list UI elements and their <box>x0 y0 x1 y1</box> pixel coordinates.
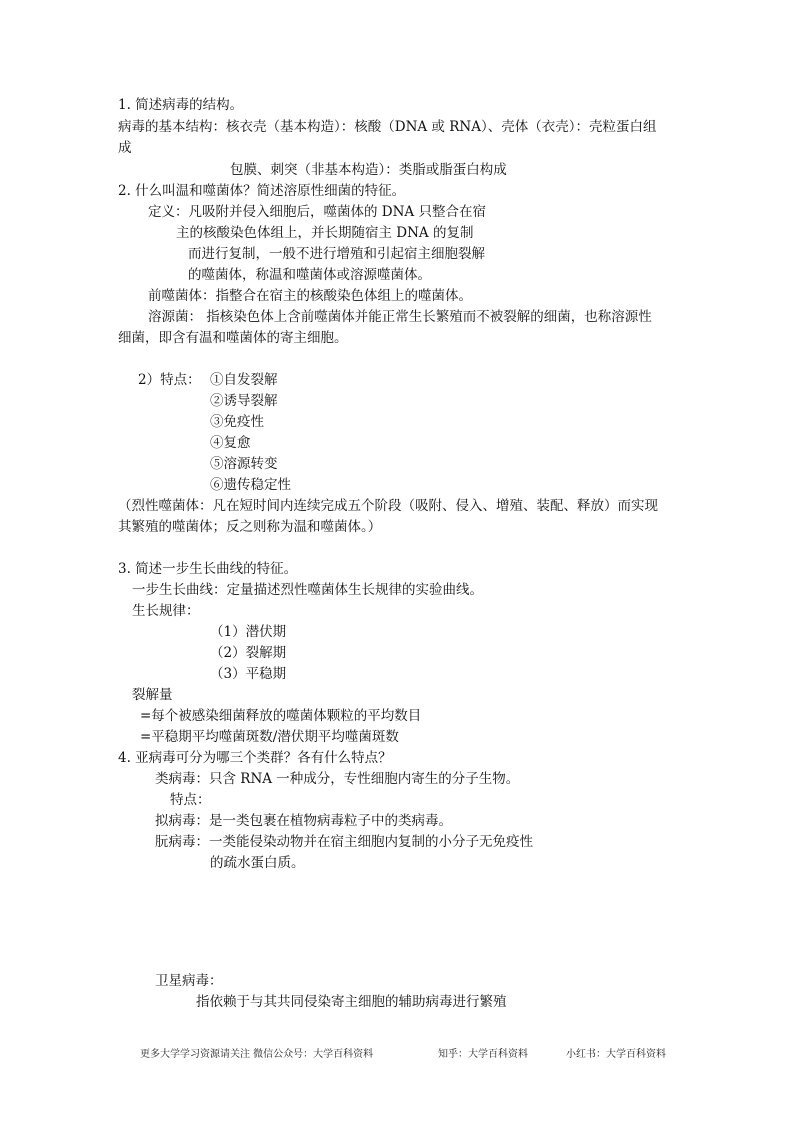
q2-lysogen-line2: 细菌，即含有温和噬菌体的寄主细胞。 <box>118 330 348 346</box>
q2-def-line1: 定义：凡吸附并侵入细胞后，噬菌体的 DNA 只整合在宿 <box>148 204 486 220</box>
q1-line3: 包膜、刺突（非基本构造）：类脂或脂蛋白构成 <box>230 162 507 178</box>
q2-prophage: 前噬菌体：指整合在宿主的核酸染色体组上的噬菌体。 <box>148 288 472 304</box>
q1-title: 1. 简述病毒的结构。 <box>118 97 244 113</box>
q3-definition: 一步生长曲线：定量描述烈性噬菌体生长规律的实验曲线。 <box>132 582 483 598</box>
footer-zhihu: 知乎：大学百科资料 <box>438 1049 528 1060</box>
footer-wechat: 更多大学学习资源请关注 微信公众号：大学百科资料 <box>140 1049 374 1060</box>
q2-virulent-line1: （烈性噬菌体：凡在短时间内连续完成五个阶段（吸附、侵入、增殖、装配、释放）而实现 <box>118 498 658 514</box>
q2-lysogen-line1: 溶源菌： 指核染色体上含前噬菌体并能正常生长繁殖而不被裂解的细菌，也称溶源性 <box>148 309 652 325</box>
q2-feature-item: ③免疫性 <box>210 414 264 430</box>
q2-feature-item: ④复愈 <box>210 435 251 451</box>
q2-feature-item: ①自发裂解 <box>210 372 278 388</box>
q3-burst-line2: =平稳期平均噬菌斑数/潜伏期平均噬菌斑数 <box>140 729 399 745</box>
q3-phase: （2）裂解期 <box>210 645 287 661</box>
q4-satellite-label: 卫星病毒： <box>155 973 223 989</box>
q2-feature-item: ⑤溶源转变 <box>210 456 278 472</box>
q4-prion-line1: 朊病毒：一类能侵染动物并在宿主细胞内复制的小分子无免疫性 <box>155 834 533 850</box>
q2-virulent-line2: 其繁殖的噬菌体；反之则称为温和噬菌体。） <box>118 519 382 535</box>
q2-def-line4: 的噬菌体，称温和噬菌体或溶源噬菌体。 <box>188 267 431 283</box>
q4-prion-line2: 的疏水蛋白质。 <box>210 855 305 871</box>
q3-phase: （1）潜伏期 <box>210 624 287 640</box>
footer-xiaohongshu: 小红书：大学百科资料 <box>566 1049 666 1060</box>
q4-feature-label: 特点： <box>170 792 211 808</box>
q1-line2: 成 <box>118 140 132 156</box>
q4-viroid: 类病毒：只含 RNA 一种成分，专性细胞内寄生的分子生物。 <box>155 771 520 787</box>
q3-rule-label: 生长规律： <box>132 603 200 619</box>
q3-burst-line1: =每个被感染细菌释放的噬菌体颗粒的平均数目 <box>140 708 422 724</box>
q2-def-line3: 而进行复制，一般不进行增殖和引起宿主细胞裂解 <box>188 246 485 262</box>
q3-phase: （3）平稳期 <box>210 666 287 682</box>
q1-line1: 病毒的基本结构：核衣壳（基本构造）：核酸（DNA 或 RNA）、壳体（衣壳）：壳粒蛋白组 <box>118 119 657 135</box>
q4-title: 4. 亚病毒可分为哪三个类群？各有什么特点？ <box>118 750 392 766</box>
q4-satellite-desc: 指依赖于与其共同侵染寄主细胞的辅助病毒进行繁殖 <box>196 994 507 1010</box>
q3-title: 3. 简述一步生长曲线的特征。 <box>118 561 298 577</box>
q3-burst-label: 裂解量 <box>132 687 173 703</box>
q4-virusoid: 拟病毒：是一类包裹在植物病毒粒子中的类病毒。 <box>155 813 452 829</box>
q2-title: 2. 什么叫温和噬菌体？简述溶原性细菌的特征。 <box>118 183 406 199</box>
q2-def-line2: 主的核酸染色体组上，并长期随宿主 DNA 的复制 <box>176 225 474 241</box>
q2-feature-item: ⑥遗传稳定性 <box>210 477 291 493</box>
q2-feature-item: ②诱导裂解 <box>210 393 278 409</box>
q2-features-label: 2）特点： <box>138 372 201 388</box>
